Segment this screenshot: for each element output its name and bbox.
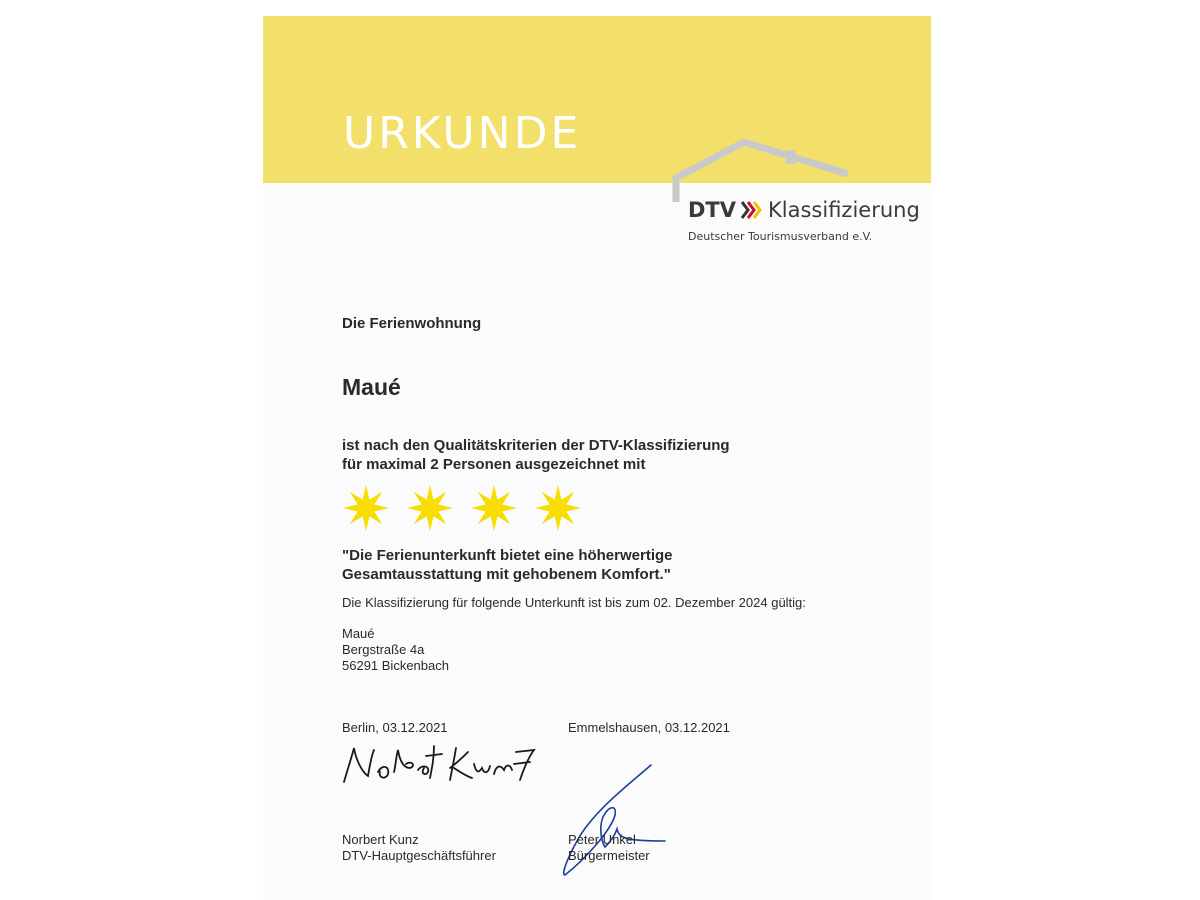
- quote-line: "Die Ferienunterkunft bietet eine höherwertige: [342, 547, 673, 564]
- signer-name: Peter Unkel: [568, 832, 636, 847]
- signer-title: Bürgermeister: [568, 848, 650, 863]
- criteria-line: für maximal 2 Personen ausgezeichnet mit: [342, 456, 646, 473]
- criteria-line: ist nach den Qualitätskriterien der DTV-Klassifizierung: [342, 437, 730, 454]
- signer-right: [568, 832, 650, 864]
- star-icon: [342, 484, 390, 532]
- quote-line: Gesamtausstattung mit gehobenem Komfort.": [342, 566, 671, 583]
- criteria-text: [342, 436, 730, 474]
- validity-text: Die Klassifizierung für folgende Unterkunft ist bis zum 02. Dezember 2024 gültig:: [342, 595, 806, 610]
- signer-title: DTV-Hauptgeschäftsführer: [342, 848, 496, 863]
- rating-description: [342, 546, 673, 584]
- star-rating: [342, 484, 582, 532]
- certificate-title: URKUNDE: [343, 108, 582, 159]
- star-icon: [470, 484, 518, 532]
- place-date-left: Berlin, 03.12.2021: [342, 720, 448, 735]
- star-icon: [406, 484, 454, 532]
- address-line: Bergstraße 4a: [342, 642, 425, 657]
- place-date-right: Emmelshausen, 03.12.2021: [568, 720, 730, 735]
- accommodation-kind: Die Ferienwohnung: [342, 315, 482, 332]
- signer-left: [342, 832, 496, 864]
- logo-org: Deutscher Tourismusverband e.V.: [688, 230, 873, 243]
- chevrons-icon: [740, 199, 762, 221]
- logo-product: Klassifizierung: [768, 198, 920, 222]
- address-block: [342, 626, 449, 674]
- certificate-sheet: [263, 16, 931, 900]
- signature-norbert-kunz: [338, 738, 538, 788]
- signer-name: Norbert Kunz: [342, 832, 419, 847]
- star-icon: [534, 484, 582, 532]
- dtv-logo: [668, 136, 928, 256]
- address-line: 56291 Bickenbach: [342, 658, 449, 673]
- house-roof-icon: [668, 136, 928, 206]
- logo-brand: DTV: [688, 198, 737, 222]
- accommodation-name: Maué: [342, 374, 401, 400]
- address-line: Maué: [342, 626, 375, 641]
